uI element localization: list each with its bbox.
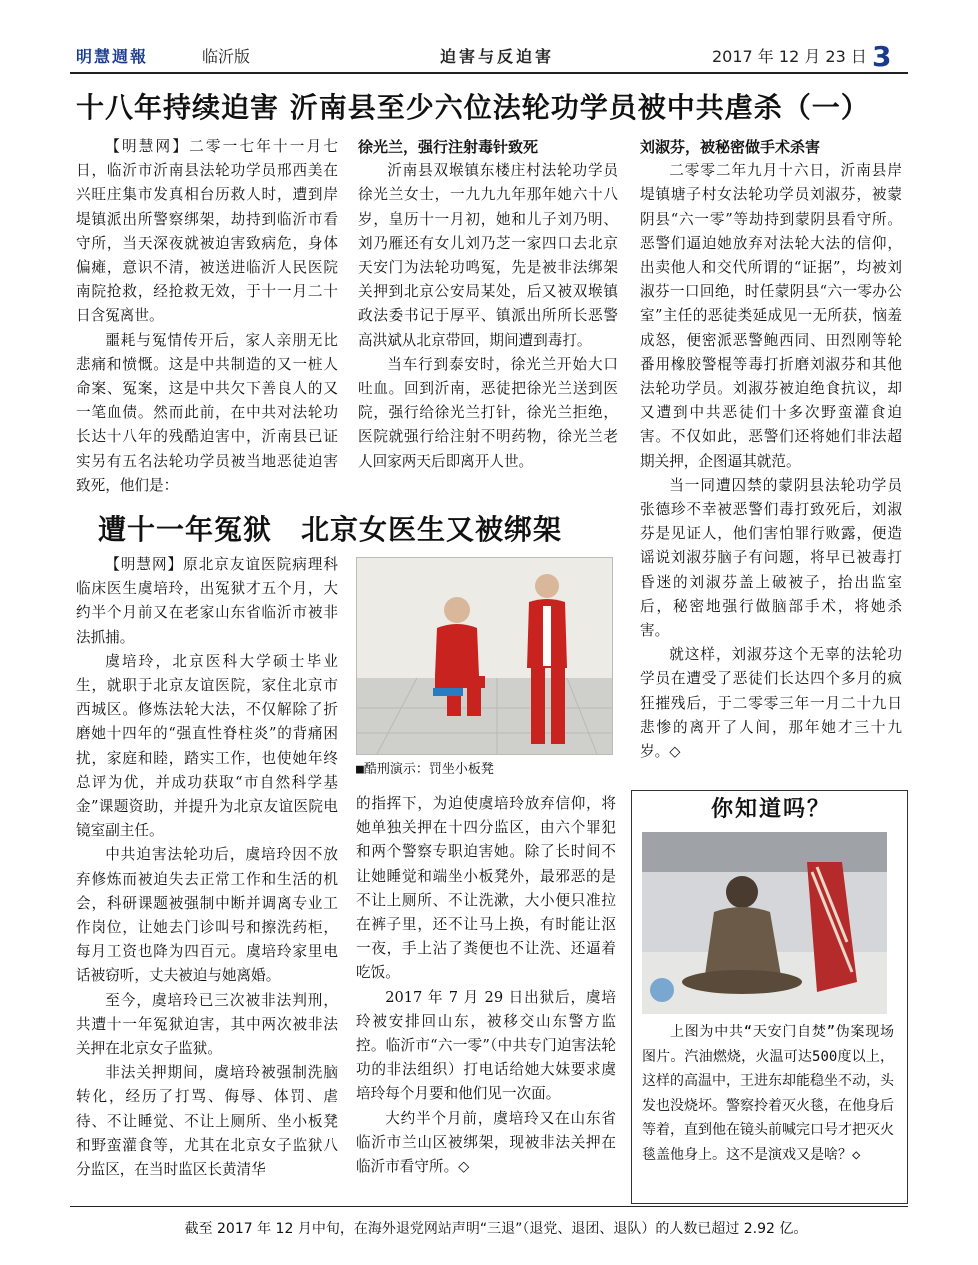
article1-column1 (76, 135, 338, 498)
article2-column2 (356, 792, 616, 1179)
photo-illustration (357, 558, 612, 754)
article2-paragraph: 2017 年 7 月 29 日出狱后，虞培玲被安排回山东，被移交山东警方监控。临沂市“六一零”（中共专门迫害法轮功的非法组织）打电话给她大妹要求虞培玲每个月要和他们见一次面。 (356, 988, 616, 1103)
photo-caption: ■酷刑演示：罚坐小板凳 (356, 762, 494, 777)
article2-source: 【明慧网】 (105, 556, 184, 573)
article2-paragraph: 的指挥下，为迫使虞培玲放弃信仰，将她单独关押在十四分监区，由六个罪犯和两个警察专职迫害她。除了长时间不让她睡觉和端坐小板凳外，最邪恶的是不让上厕所、不让洗漱，大小便只准拉在裤子里，还不让马上换，有时能让沤一夜，手上沾了粪便也不让洗、还逼着吃饭。 (356, 795, 616, 982)
article1-source: 【明慧网】 (105, 138, 190, 155)
article2-column1 (76, 553, 338, 1182)
article2-paragraph: 【明慧网】原北京友谊医院病理科临床医生虞培玲，出冤狱才五个月，大约半个月前又在老家山东省临沂市被非法抓捕。 (76, 556, 338, 646)
sidebar-paragraph: 上图为中共“天安门自焚”伪案现场图片。汽油燃烧，火温可达500度以上，这样的高温中，王进东却能稳坐不动，头发也没烧坏。警察拎着灭火毯，在他身后等着，直到他在镜头前喊完口号才把灭火毯盖他身上。这不是演戏又是啥？◇ (642, 1024, 894, 1163)
article2-paragraph: 虞培玲，北京医科大学硕士毕业生，就职于北京友谊医院，家住北京市西城区。修炼法轮大法，不仅解除了折磨她十四年的“强直性脊柱炎”的背痛困扰，家庭和睦，踏实工作，也使她年终总评为优，并成功获取“市自然科学基金”课题资助，并提升为北京友谊医院电镜室副主任。 (76, 652, 338, 840)
torture-demo-photo (356, 557, 613, 755)
masthead-brand: 明慧週報 (76, 47, 149, 66)
masthead-edition: 临沂版 (202, 47, 251, 66)
article1-paragraph: 二零零二年九月十六日，沂南县岸堤镇塘子村女法轮功学员刘淑芬，被蒙阴县“六一零”等劫持到蒙阴县看守所。恶警们逼迫她放弃对法轮大法的信仰，出卖他人和交代所谓的“证据”，均被刘淑芬一口回绝，时任蒙阴县“六一零办公室”主任的恶徒类延成见一无所获，恼羞成怒，便密派恶警鲍西同、田烈刚等轮番用橡胶警棍等毒打折磨刘淑芬和其他法轮功学员。刘淑芬被迫绝食抗议，却又遭到中共恶徒们十多次野蛮灌食迫害。不仅如此，恶警们还将她们非法超期关押，企图逼其就范。 (640, 162, 902, 470)
article2-paragraph: 非法关押期间，虞培玲被强制洗脑转化，经历了打骂、侮辱、体罚、虐待、不让睡觉、不让上厕所、坐小板凳和野蛮灌食等，尤其在北京女子监狱八分监区，在当时监区长黄清华 (76, 1064, 338, 1179)
article1-paragraph: 【明慧网】二零一七年十一月七日，临沂市沂南县法轮功学员邢西美在兴旺庄集市发真相台历救人时，遭到岸堤镇派出所警察绑架，劫持到临沂市看守所，当天深夜就被迫害致病危，身体偏瘫，意识不清，被送进临沂人民医院南院抢救，经抢救无效，于十一月二十日含冤离世。 (76, 138, 338, 325)
article1-paragraph: 就这样，刘淑芬这个无辜的法轮功学员在遭受了恶徒们长达四个多月的疯狂摧残后，于二零零三年一月二十九日悲惨的离开了人间，那年她才三十九岁。◇ (640, 646, 902, 761)
tiananmen-photo (642, 832, 887, 1014)
did-you-know-title: 你知道吗？ (705, 792, 837, 823)
sidebar-photo-illustration (642, 832, 887, 1014)
masthead-section: 迫害与反迫害 (440, 47, 555, 66)
article2-paragraph: 中共迫害法轮功后，虞培玲因不放弃修炼而被迫失去正常工作和生活的机会，科研课题被强制中断并调离专业工作岗位，让她去门诊叫号和擦洗药柜，每月工资也降为四百元。虞培玲家里电话被窃听，丈夫被迫与她离婚。 (76, 846, 338, 985)
did-you-know-text (642, 1020, 894, 1167)
article2-headline: 遭十一年冤狱 北京女医生又被绑架 (98, 513, 563, 546)
footer-notice: 截至 2017 年 12 月中旬，在海外退党网站声明“三退”（退党、退团、退队）的人数已超过 2.92 亿。 (184, 1221, 808, 1237)
article1-headline: 十八年持续迫害 沂南县至少六位法轮功学员被中共虐杀（一） (76, 91, 870, 124)
article2-paragraph: 大约半个月前，虞培玲又在山东省临沂市兰山区被绑架，现被非法关押在临沂市看守所。◇ (356, 1109, 616, 1176)
article1-column2 (358, 135, 618, 474)
article1-paragraph: 当车行到泰安时，徐光兰开始大口吐血。回到沂南，恶徒把徐光兰送到医院，强行给徐光兰打针，徐光兰拒绝，医院就强行给注射不明药物，徐光兰老人回家两天后即离开人世。 (358, 355, 618, 470)
article1-column3 (640, 135, 902, 764)
article2-paragraph: 至今，虞培玲已三次被非法判刑，共遭十一年冤狱迫害，其中两次被非法关押在北京女子监狱。 (76, 991, 338, 1058)
article1-paragraph: 噩耗与冤情传开后，家人亲朋无比悲痛和愤慨。这是中共制造的又一桩人命案、冤案，这是中共欠下善良人的又一笔血债。然而此前，在中共对法轮功长达十八年的残酷迫害中，沂南县已证实另有五名法轮功学员被当地恶徒迫害致死，他们是： (76, 331, 338, 494)
article1-paragraph: 当一同遭囚禁的蒙阴县法轮功学员张德珍不幸被恶警们毒打致死后，刘淑芬是见证人，他们害怕罪行败露，便造谣说刘淑芬脑子有问题，将早已被毒打昏迷的刘淑芬盖上破被子，抬出监室后，秘密地强行做脑部手术，将她杀害。 (640, 476, 902, 640)
masthead-date: 2017 年 12 月 23 日 (712, 47, 867, 66)
subheading-liu-shufen: 刘淑芬，被秘密做手术杀害 (640, 138, 821, 156)
subheading-xu-guanglan: 徐光兰，强行注射毒针致死 (358, 138, 539, 156)
article1-paragraph: 沂南县双堠镇东楼庄村法轮功学员徐光兰女士，一九九九年那年她六十八岁，皇历十一月初，她和儿子刘乃明、刘乃雁还有女儿刘乃芝一家四口去北京天安门为法轮功鸣冤，先是被非法绑架关押到北京公安局某处，后又被双堠镇政法委书记于厚平、镇派出所所长恶警高洪斌从北京带回，期间遭到毒打。 (358, 162, 618, 349)
page-number: 3 (872, 40, 892, 73)
footer-divider (70, 1206, 908, 1207)
header-divider (70, 72, 908, 74)
